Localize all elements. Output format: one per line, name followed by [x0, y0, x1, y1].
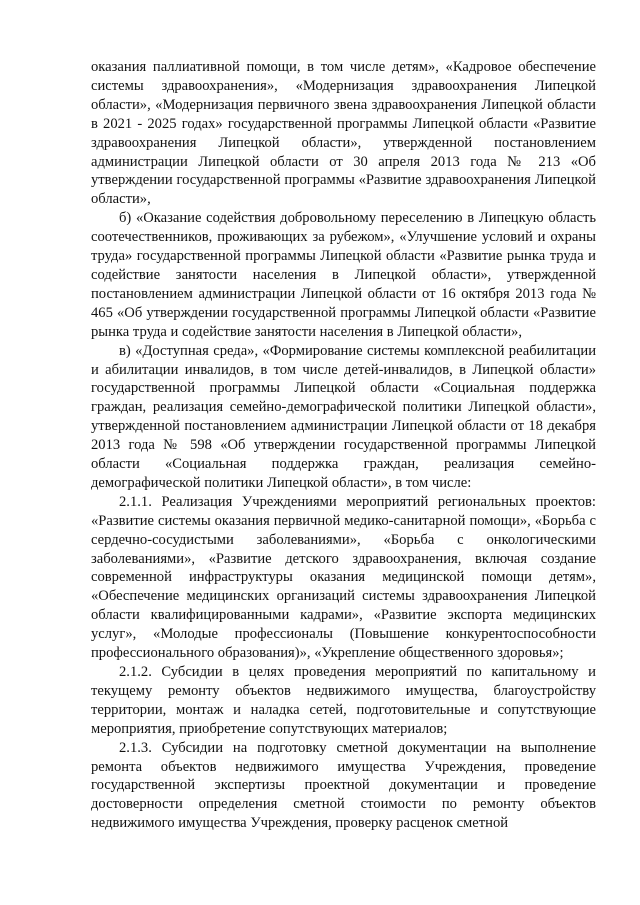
- paragraph-healthcare-projects: оказания паллиативной помощи, в том числе детям», «Кадровое обеспечение системы здравоохранения», «Модернизация здравоохранения Липецкой области», «Модернизация первичного звена здравоохранения Липецкой области в 2021 - 2025 годах» государственной программы Липецкой области «Развитие здравоохранения Липецкой области», утвержденной постановлением администрации Липецкой области от 30 апреля 2013 года № 213 «Об утверждении государственной программы «Развитие здравоохранения Липецкой области»,: [91, 59, 596, 208]
- paragraph-item-v: в) «Доступная среда», «Формирование системы комплексной реабилитации и абилитации инвалидов, в том числе детей-инвалидов, в Липецкой области» государственной программы Липецкой области «Социальная поддержка граждан, реализация семейно-демографической политики Липецкой области», утвержденной постановлением администрации Липецкой области от 18 декабря 2013 года № 598 «Об утверждении государственной программы Липецкой области «Социальная поддержка граждан, реализация семейно-демографической политики Липецкой области», в том числе:: [91, 342, 596, 491]
- paragraph-item-b: б) «Оказание содействия добровольному переселению в Липецкую область соотечественников, проживающих за рубежом», «Улучшение условий и охраны труда» государственной программы Липецкой области «Развитие рынка труда и содействие занятости населения в Липецкой области», утвержденной постановлением администрации Липецкой области от 16 октября 2013 года № 465 «Об утверждении государственной программы Липецкой области «Развитие рынка труда и содействие занятости населения в Липецкой области»,: [91, 210, 596, 340]
- paragraph-2-1-1: 2.1.1. Реализация Учреждениями мероприятий региональных проектов: «Развитие системы оказания первичной медико-санитарной помощи», «Борьба с сердечно-сосудистыми заболеваниями», «Борьба с онкологическими заболеваниями», «Развитие детского здравоохранения, включая создание современной инфраструктуры оказания медицинской помощи детям», «Обеспечение медицинских организаций системы здравоохранения Липецкой области квалифицированными кадрами», «Развитие экспорта медицинских услуг», «Молодые профессионалы (Повышение конкурентоспособности профессионального образования)», «Укрепление общественного здоровья»;: [91, 493, 596, 662]
- paragraph-2-1-2: 2.1.2. Субсидии в целях проведения мероприятий по капитальному и текущему ремонту объектов недвижимого имущества, благоустройству территории, монтаж и наладка сетей, подготовительные и сопутствующие мероприятия, приобретение сопутствующих материалов;: [91, 664, 596, 737]
- document-body: [91, 58, 596, 833]
- paragraph-2-1-3: 2.1.3. Субсидии на подготовку сметной документации на выполнение ремонта объектов недвижимого имущества Учреждения, проведение государственной экспертизы проектной документации и проведение достоверности определения сметной стоимости по ремонту объектов недвижимого имущества Учреждения, проверку расценок сметной: [91, 739, 596, 832]
